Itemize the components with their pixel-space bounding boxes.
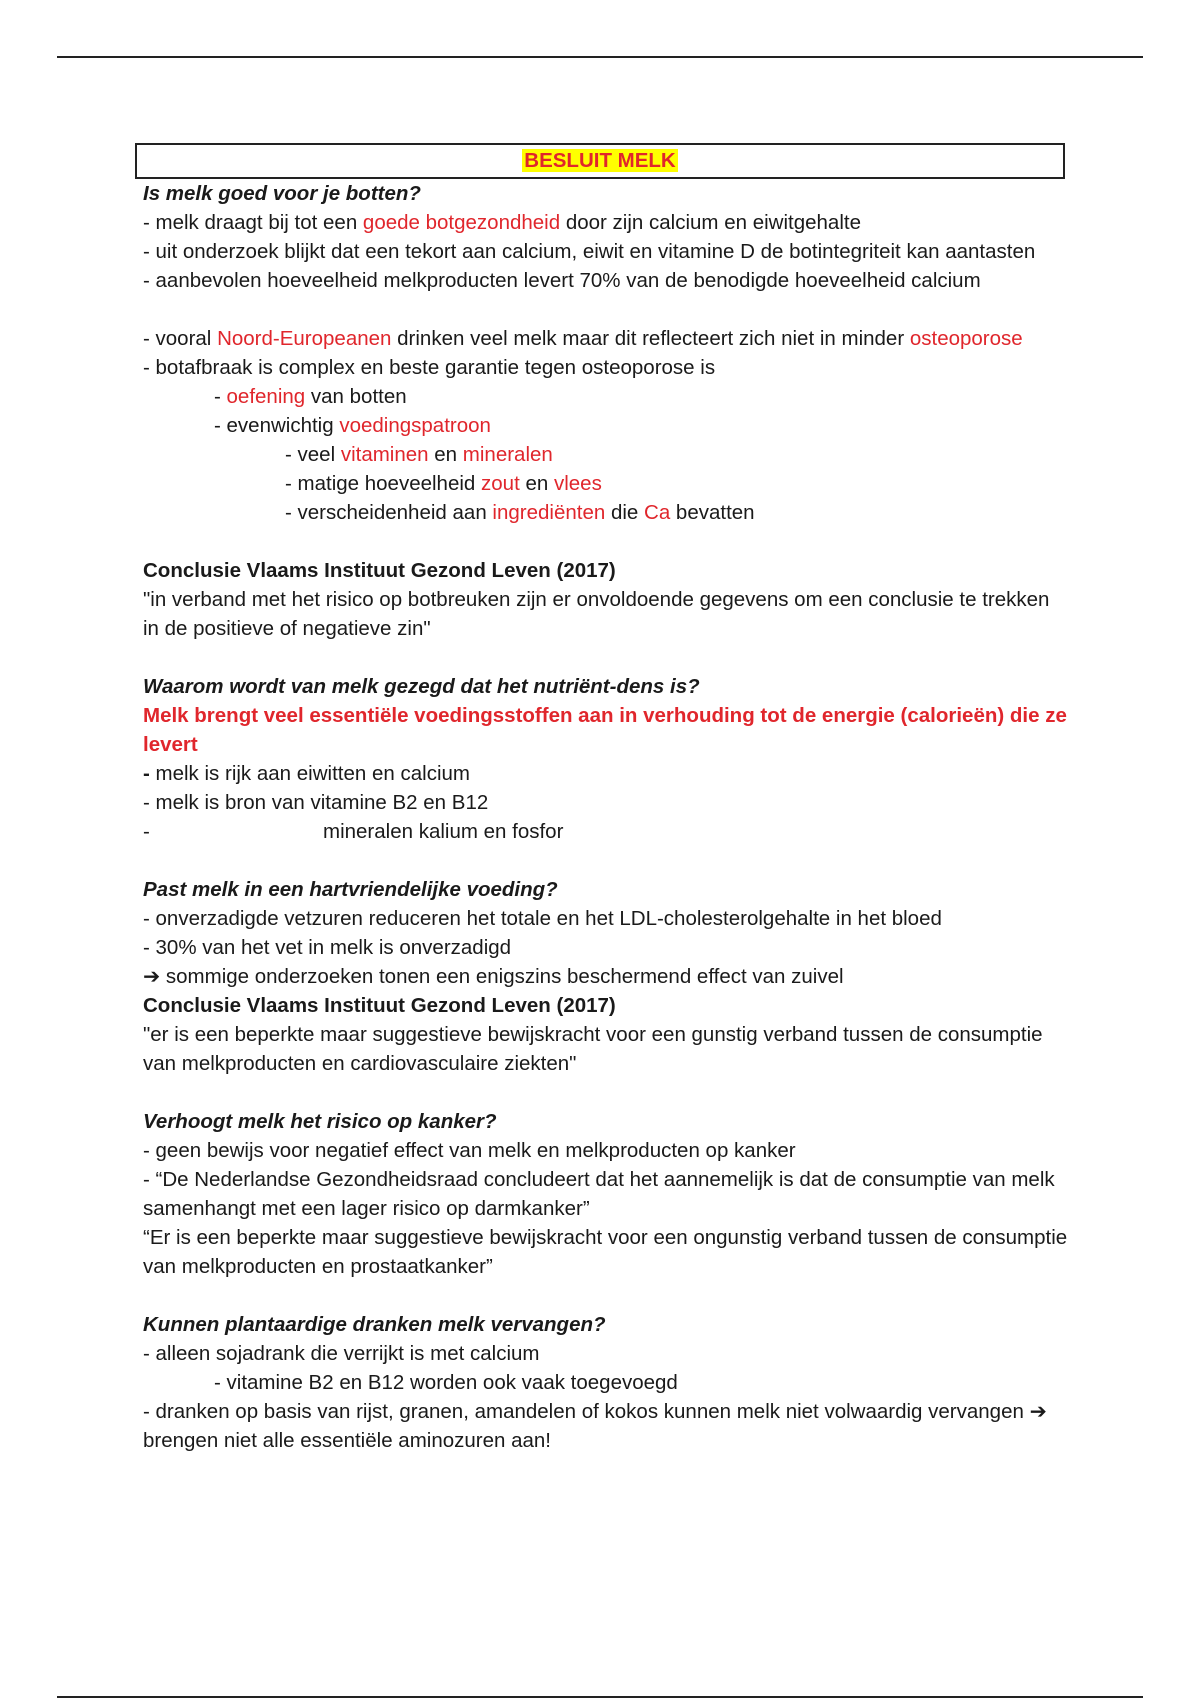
answer-highlight: Melk brengt veel essentiële voedingsstoffen aan in verhouding tot de energie (calorieën) die ze levert xyxy=(143,704,1067,756)
footer-rule xyxy=(57,1696,1143,1698)
list-item: - melk is rijk aan eiwitten en calcium xyxy=(143,762,470,785)
question-nutrient-dens: Waarom wordt van melk gezegd dat het nutriënt-dens is? xyxy=(143,675,700,698)
conclusion-quote: "in verband met het risico op botbreuken zijn er onvoldoende gegevens om een conclusie te trekken in de positieve of negatieve zin" xyxy=(143,588,1050,640)
list-item: - geen bewijs voor negatief effect van melk en melkproducten op kanker xyxy=(143,1139,796,1162)
list-item: - uit onderzoek blijkt dat een tekort aan calcium, eiwit en vitamine D de botintegriteit kan aantasten xyxy=(143,240,1036,263)
list-item: - dranken op basis van rijst, granen, amandelen of kokos kunnen melk niet volwaardig vervangen ➔ brengen niet alle essentiële aminozuren aan! xyxy=(143,1400,1047,1452)
list-item: - 30% van het vet in melk is onverzadigd xyxy=(143,936,512,959)
list-item: - evenwichtig voedingspatroon xyxy=(214,414,491,437)
arrow-icon: ➔ xyxy=(1029,1400,1047,1423)
question-kanker: Verhoogt melk het risico op kanker? xyxy=(143,1110,497,1133)
list-item: - aanbevolen hoeveelheid melkproducten levert 70% van de benodigde hoeveelheid calcium xyxy=(143,269,981,292)
list-item: - veel vitaminen en mineralen xyxy=(285,443,553,466)
conclusion-heading: Conclusie Vlaams Instituut Gezond Leven (2017) xyxy=(143,994,616,1017)
list-item: - matige hoeveelheid zout en vlees xyxy=(285,472,602,495)
arrow-icon: ➔ xyxy=(143,965,161,988)
list-item: - botafbraak is complex en beste garantie tegen osteoporose is xyxy=(143,356,716,379)
header-rule xyxy=(57,56,1143,58)
question-botten: Is melk goed voor je botten? xyxy=(143,182,421,205)
title-box xyxy=(135,143,1065,179)
document-body xyxy=(143,143,1068,1455)
list-item: ➔ sommige onderzoeken tonen een enigszins beschermend effect van zuivel xyxy=(143,965,844,988)
list-item: - melk draagt bij tot een goede botgezondheid door zijn calcium en eiwitgehalte xyxy=(143,211,861,234)
list-item: - “De Nederlandse Gezondheidsraad concludeert dat het aannemelijk is dat de consumptie van melk samenhangt met een lager risico op darmkanker” xyxy=(143,1168,1055,1220)
page-title: BESLUIT MELK xyxy=(524,149,676,172)
list-item: - vooral Noord-Europeanen drinken veel melk maar dit reflecteert zich niet in minder osteoporose xyxy=(143,327,1023,350)
list-item: - vitamine B2 en B12 worden ook vaak toegevoegd xyxy=(214,1371,678,1394)
question-hart: Past melk in een hartvriendelijke voeding? xyxy=(143,878,558,901)
list-item: - onverzadigde vetzuren reduceren het totale en het LDL-cholesterolgehalte in het bloed xyxy=(143,907,942,930)
list-item: - verscheidenheid aan ingrediënten die Ca bevatten xyxy=(285,501,755,524)
list-item: - alleen sojadrank die verrijkt is met calcium xyxy=(143,1342,540,1365)
question-plantaardig: Kunnen plantaardige dranken melk vervangen? xyxy=(143,1313,606,1336)
list-item: - oefening van botten xyxy=(214,385,407,408)
list-item: - mineralen kalium en fosfor xyxy=(143,820,564,843)
conclusion-quote: "er is een beperkte maar suggestieve bewijskracht voor een gunstig verband tussen de consumptie van melkproducten en cardiovasculaire ziekten" xyxy=(143,1023,1043,1075)
list-item: - melk is bron van vitamine B2 en B12 xyxy=(143,791,489,814)
conclusion-heading: Conclusie Vlaams Instituut Gezond Leven (2017) xyxy=(143,559,616,582)
list-item: “Er is een beperkte maar suggestieve bewijskracht voor een ongunstig verband tussen de consumptie van melkproducten en prostaatkanker” xyxy=(143,1226,1068,1278)
